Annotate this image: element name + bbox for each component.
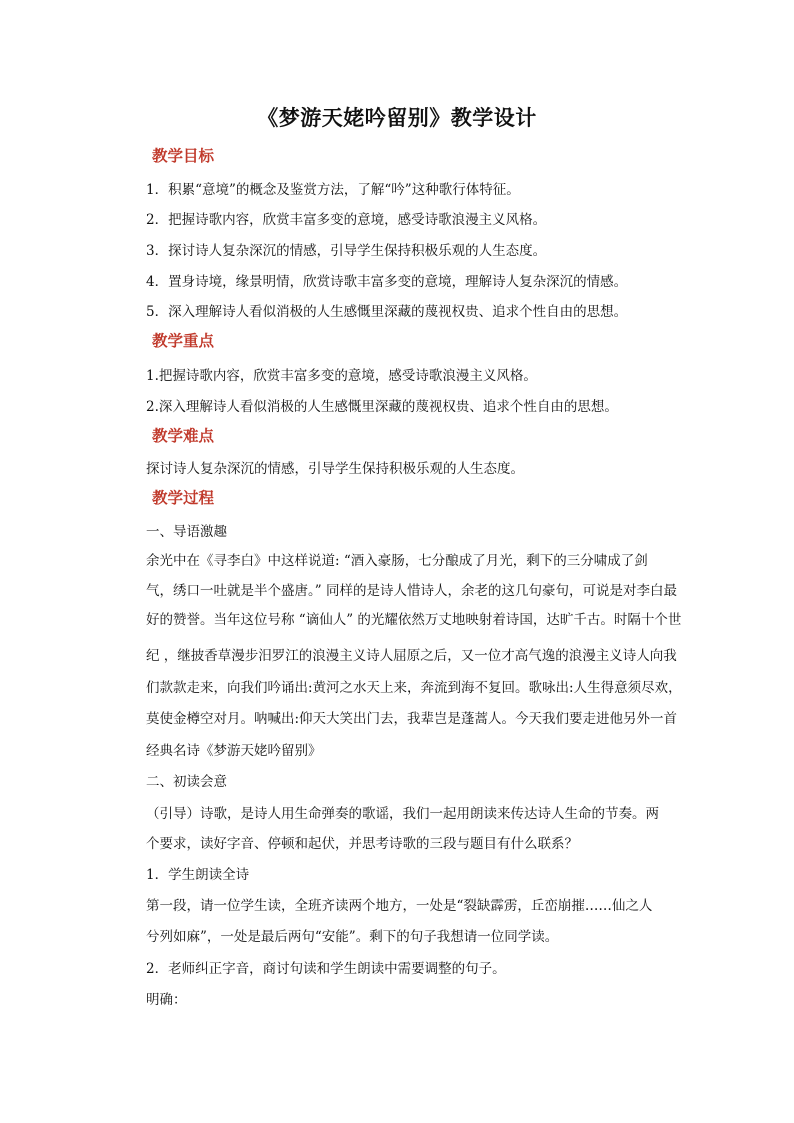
objective-item: 2．把握诗歌内容，欣赏丰富多变的意境，感受诗歌浪漫主义风格。 xyxy=(146,212,547,228)
objective-item: 5．深入理解诗人看似消极的人生感慨里深藏的蔑视权贵、追求个性自由的思想。 xyxy=(146,304,628,320)
difficulties-text: 探讨诗人复杂深沉的情感，引导学生保持积极乐观的人生态度。 xyxy=(146,461,524,477)
part1-title: 一、导语激趣 xyxy=(146,524,227,540)
part1-line: 莫使金樽空对月。呐喊出:仰天大笑出门去，我辈岂是蓬蒿人。今天我们要走进他另外一首 xyxy=(146,711,678,727)
process-heading: 教学过程 xyxy=(152,488,215,507)
step2-title: 2．老师纠正字音，商讨句读和学生朗读中需要调整的句子。 xyxy=(146,961,506,977)
key-points-heading: 教学重点 xyxy=(152,331,215,350)
part1-line: 气，绣口一吐就是半个盛唐。” 同样的是诗人惜诗人，余老的这几句豪句，可说是对李白最 xyxy=(146,583,677,599)
key-point-item: 2.深入理解诗人看似消极的人生感慨里深藏的蔑视权贵、追求个性自由的思想。 xyxy=(146,399,618,415)
objectives-heading: 教学目标 xyxy=(152,146,215,165)
step1-line: 第一段，请一位学生读，全班齐读两个地方，一处是“裂缺霹雳，丘峦崩摧……仙之人 xyxy=(146,898,653,914)
key-point-item: 1.把握诗歌内容，欣赏丰富多变的意境，感受诗歌浪漫主义风格。 xyxy=(146,368,537,384)
part1-line: 余光中在《寻李白》中这样说道: “酒入豪肠，七分酿成了月光，剩下的三分啸成了剑 xyxy=(146,553,648,569)
part2-line: 个要求，读好字音、停顿和起伏，并思考诗歌的三段与题目有什么联系？ xyxy=(146,836,578,852)
part1-line: 纪 ，继披香草漫步汨罗江的浪漫主义诗人屈原之后，又一位才高气逸的浪漫主义诗人向我 xyxy=(146,648,677,664)
clarify-label: 明确： xyxy=(146,992,187,1008)
part1-line: 们款款走来，向我们吟诵出:黄河之水天上来，奔流到海不复回。歌咏出:人生得意须尽欢， xyxy=(146,680,682,696)
step1-line: 兮列如麻”，一处是最后两句“安能”。剩下的句子我想请一位同学读。 xyxy=(146,929,559,945)
part2-line: （引导）诗歌，是诗人用生命弹奏的歌谣，我们一起用朗读来传达诗人生命的节奏。两 xyxy=(146,806,659,822)
step1-title: 1．学生朗读全诗 xyxy=(146,867,250,883)
difficulties-heading: 教学难点 xyxy=(152,426,215,445)
part1-line: 经典名诗《梦游天姥吟留别》 xyxy=(146,743,322,759)
objective-item: 3．探讨诗人复杂深沉的情感，引导学生保持积极乐观的人生态度。 xyxy=(146,243,547,259)
objective-item: 4．置身诗境，缘景明情，欣赏诗歌丰富多变的意境，理解诗人复杂深沉的情感。 xyxy=(146,274,628,290)
objective-item: 1．积累“意境”的概念及鉴赏方法，了解“吟”这种歌行体特征。 xyxy=(146,182,520,198)
part1-line: 好的赞誉。当年这位号称 “谪仙人” 的光耀依然万丈地映射着诗国，达旷千古。时隔十个世 xyxy=(146,612,682,628)
document-title: 《梦游天姥吟留别》教学设计 xyxy=(257,105,537,130)
part2-title: 二、初读会意 xyxy=(146,774,227,790)
